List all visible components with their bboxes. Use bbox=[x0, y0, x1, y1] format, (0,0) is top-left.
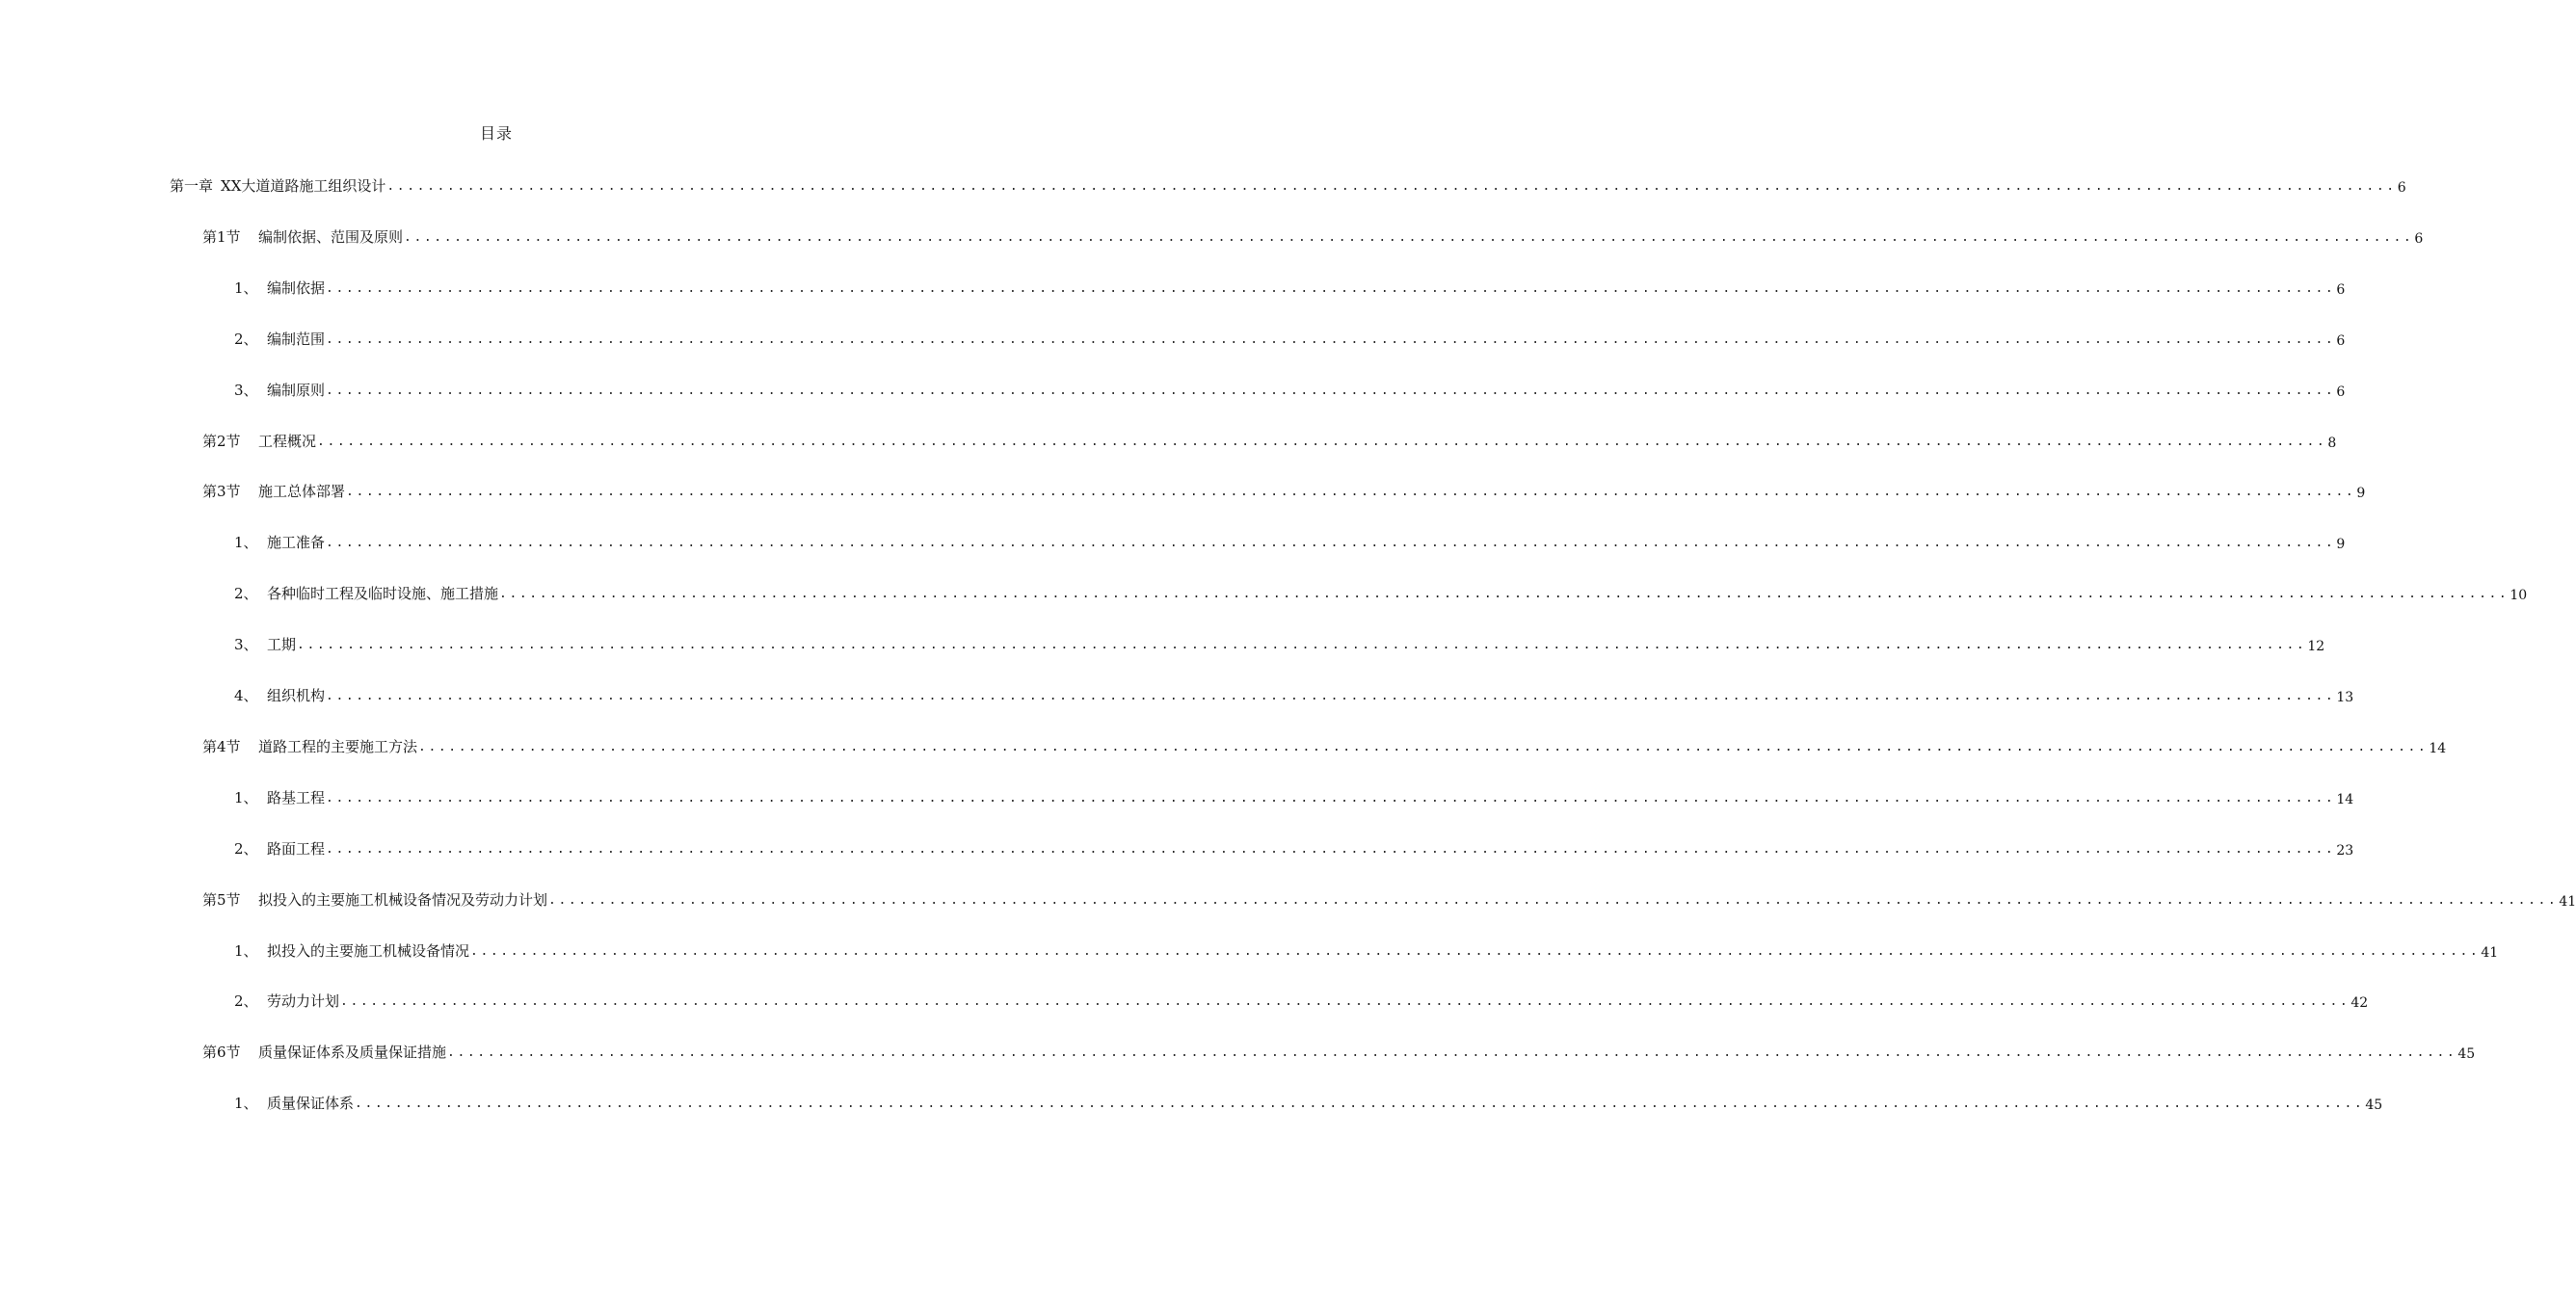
toc-dot-leader: ........................................................................................................................................................................................................ bbox=[326, 331, 2336, 347]
toc-entry-text: 编制原则 bbox=[267, 381, 326, 399]
toc-entry[interactable] bbox=[234, 529, 2346, 553]
toc-entry[interactable] bbox=[234, 580, 2528, 604]
toc-entry-number: 2、 bbox=[234, 585, 258, 603]
toc-entry-text: 路基工程 bbox=[267, 788, 326, 806]
toc-entry-text: 施工准备 bbox=[267, 534, 326, 552]
toc-entry[interactable] bbox=[202, 224, 2424, 247]
toc-dot-leader: ........................................................................................................................................................................................................ bbox=[386, 179, 2397, 194]
toc-dot-leader: ........................................................................................................................................................................................................ bbox=[499, 587, 2510, 602]
toc-entry-number: 2、 bbox=[234, 330, 258, 348]
toc-dot-leader: ........................................................................................................................................................................................................ bbox=[326, 280, 2336, 296]
toc-page-number: 6 bbox=[2336, 332, 2346, 349]
toc-entry-number: 第1节 bbox=[202, 227, 241, 246]
toc-entry[interactable] bbox=[234, 1090, 2383, 1114]
toc-title: 目录 bbox=[479, 124, 513, 143]
toc-entry-text: 编制依据、范围及原则 bbox=[258, 227, 404, 246]
toc-entry-text: XX大道道路施工组织设计 bbox=[221, 177, 386, 195]
toc-dot-leader: ........................................................................................................................................................................................................ bbox=[346, 485, 2356, 500]
toc-page-number: 41 bbox=[2559, 893, 2576, 910]
toc-entry-number: 第4节 bbox=[202, 737, 241, 755]
toc-page-number: 14 bbox=[2429, 740, 2447, 756]
toc-page-number: 13 bbox=[2336, 690, 2354, 705]
toc-entry-text: 编制范围 bbox=[267, 330, 326, 348]
toc-entry-number: 2、 bbox=[234, 992, 258, 1011]
toc-entry[interactable] bbox=[234, 631, 2325, 655]
toc-entry[interactable] bbox=[234, 326, 2346, 349]
toc-entry-number: 4、 bbox=[234, 687, 258, 704]
toc-entry-text: 工期 bbox=[267, 636, 297, 654]
toc-dot-leader: ........................................................................................................................................................................................................ bbox=[326, 790, 2336, 806]
toc-page-number: 23 bbox=[2336, 842, 2354, 859]
toc-entry-number: 3、 bbox=[234, 636, 258, 654]
toc-entry-text: 质量保证体系 bbox=[267, 1095, 355, 1113]
toc-page-number: 6 bbox=[2336, 383, 2346, 400]
toc-page-number: 42 bbox=[2350, 995, 2369, 1012]
toc-dot-leader: ........................................................................................................................................................................................................ bbox=[470, 943, 2481, 959]
toc-entry-text: 拟投入的主要施工机械设备情况及劳动力计划 bbox=[258, 890, 548, 909]
toc-entry-text: 施工总体部署 bbox=[258, 483, 346, 501]
toc-dot-leader: ........................................................................................................................................................................................................ bbox=[317, 434, 2327, 449]
toc-entry-number: 第一章 bbox=[170, 177, 214, 195]
toc-entry[interactable] bbox=[170, 172, 2406, 196]
toc-entry[interactable] bbox=[234, 682, 2354, 705]
toc-entry-text: 组织机构 bbox=[267, 687, 326, 704]
toc-dot-leader: ........................................................................................................................................................................................................ bbox=[404, 229, 2414, 245]
toc-entry-text: 各种临时工程及临时设施、施工措施 bbox=[267, 585, 499, 603]
toc-entry-number: 1、 bbox=[234, 941, 258, 960]
toc-page-number: 45 bbox=[2457, 1046, 2476, 1063]
toc-dot-leader: ........................................................................................................................................................................................................ bbox=[326, 689, 2336, 703]
toc-entry-number: 1、 bbox=[234, 1095, 258, 1113]
toc-page-number: 6 bbox=[2397, 180, 2406, 196]
toc-entry-text: 编制依据 bbox=[267, 278, 326, 297]
toc-entry-text: 拟投入的主要施工机械设备情况 bbox=[267, 941, 470, 960]
toc-entry-number: 第6节 bbox=[202, 1044, 241, 1062]
toc-page-number: 10 bbox=[2510, 588, 2528, 604]
toc-dot-leader: ........................................................................................................................................................................................................ bbox=[326, 841, 2336, 857]
toc-page-number: 6 bbox=[2336, 281, 2346, 298]
toc-dot-leader: ........................................................................................................................................................................................................ bbox=[418, 739, 2429, 754]
toc-dot-leader: ........................................................................................................................................................................................................ bbox=[340, 994, 2350, 1010]
toc-entry[interactable] bbox=[202, 733, 2447, 756]
toc-entry[interactable] bbox=[234, 938, 2499, 961]
toc-entry-number: 第3节 bbox=[202, 483, 241, 501]
toc-page-number: 9 bbox=[2336, 537, 2346, 553]
toc-dot-leader: ........................................................................................................................................................................................................ bbox=[548, 892, 2559, 908]
toc-entry-text: 劳动力计划 bbox=[267, 992, 340, 1011]
toc-dot-leader: ........................................................................................................................................................................................................ bbox=[326, 536, 2336, 551]
toc-entry[interactable] bbox=[234, 377, 2346, 400]
toc-entry-text: 工程概况 bbox=[258, 432, 317, 450]
toc-entry-number: 1、 bbox=[234, 788, 258, 806]
toc-entry[interactable] bbox=[202, 886, 2576, 910]
toc-entry[interactable] bbox=[234, 835, 2354, 859]
toc-entry[interactable] bbox=[234, 784, 2354, 807]
toc-page-number: 12 bbox=[2307, 639, 2325, 655]
toc-entry-number: 2、 bbox=[234, 839, 258, 858]
toc-entry-number: 第5节 bbox=[202, 890, 241, 909]
toc-entry-text: 质量保证体系及质量保证措施 bbox=[258, 1044, 447, 1062]
toc-page-number: 9 bbox=[2356, 486, 2366, 502]
toc-dot-leader: ........................................................................................................................................................................................................ bbox=[297, 638, 2307, 653]
toc-page-number: 8 bbox=[2327, 435, 2337, 451]
toc-entry[interactable] bbox=[234, 988, 2369, 1012]
toc-entry-text: 道路工程的主要施工方法 bbox=[258, 737, 418, 755]
toc-entry-number: 1、 bbox=[234, 278, 258, 297]
toc-entry[interactable] bbox=[202, 1039, 2476, 1063]
toc-page-number: 45 bbox=[2365, 1097, 2383, 1114]
toc-page-number: 6 bbox=[2414, 230, 2424, 247]
toc-entry[interactable] bbox=[202, 478, 2366, 502]
toc-page-number: 41 bbox=[2481, 944, 2499, 961]
toc-dot-leader: ........................................................................................................................................................................................................ bbox=[355, 1097, 2365, 1112]
toc-entry-number: 1、 bbox=[234, 534, 258, 552]
toc-dot-leader: ........................................................................................................................................................................................................ bbox=[447, 1045, 2457, 1061]
toc-entry-number: 3、 bbox=[234, 381, 258, 399]
toc-entry[interactable] bbox=[234, 275, 2346, 298]
toc-entry-number: 第2节 bbox=[202, 432, 241, 450]
toc-entry[interactable] bbox=[202, 428, 2337, 451]
toc-dot-leader: ........................................................................................................................................................................................................ bbox=[326, 383, 2336, 398]
toc-entry-text: 路面工程 bbox=[267, 839, 326, 858]
toc-page-number: 14 bbox=[2336, 791, 2354, 807]
